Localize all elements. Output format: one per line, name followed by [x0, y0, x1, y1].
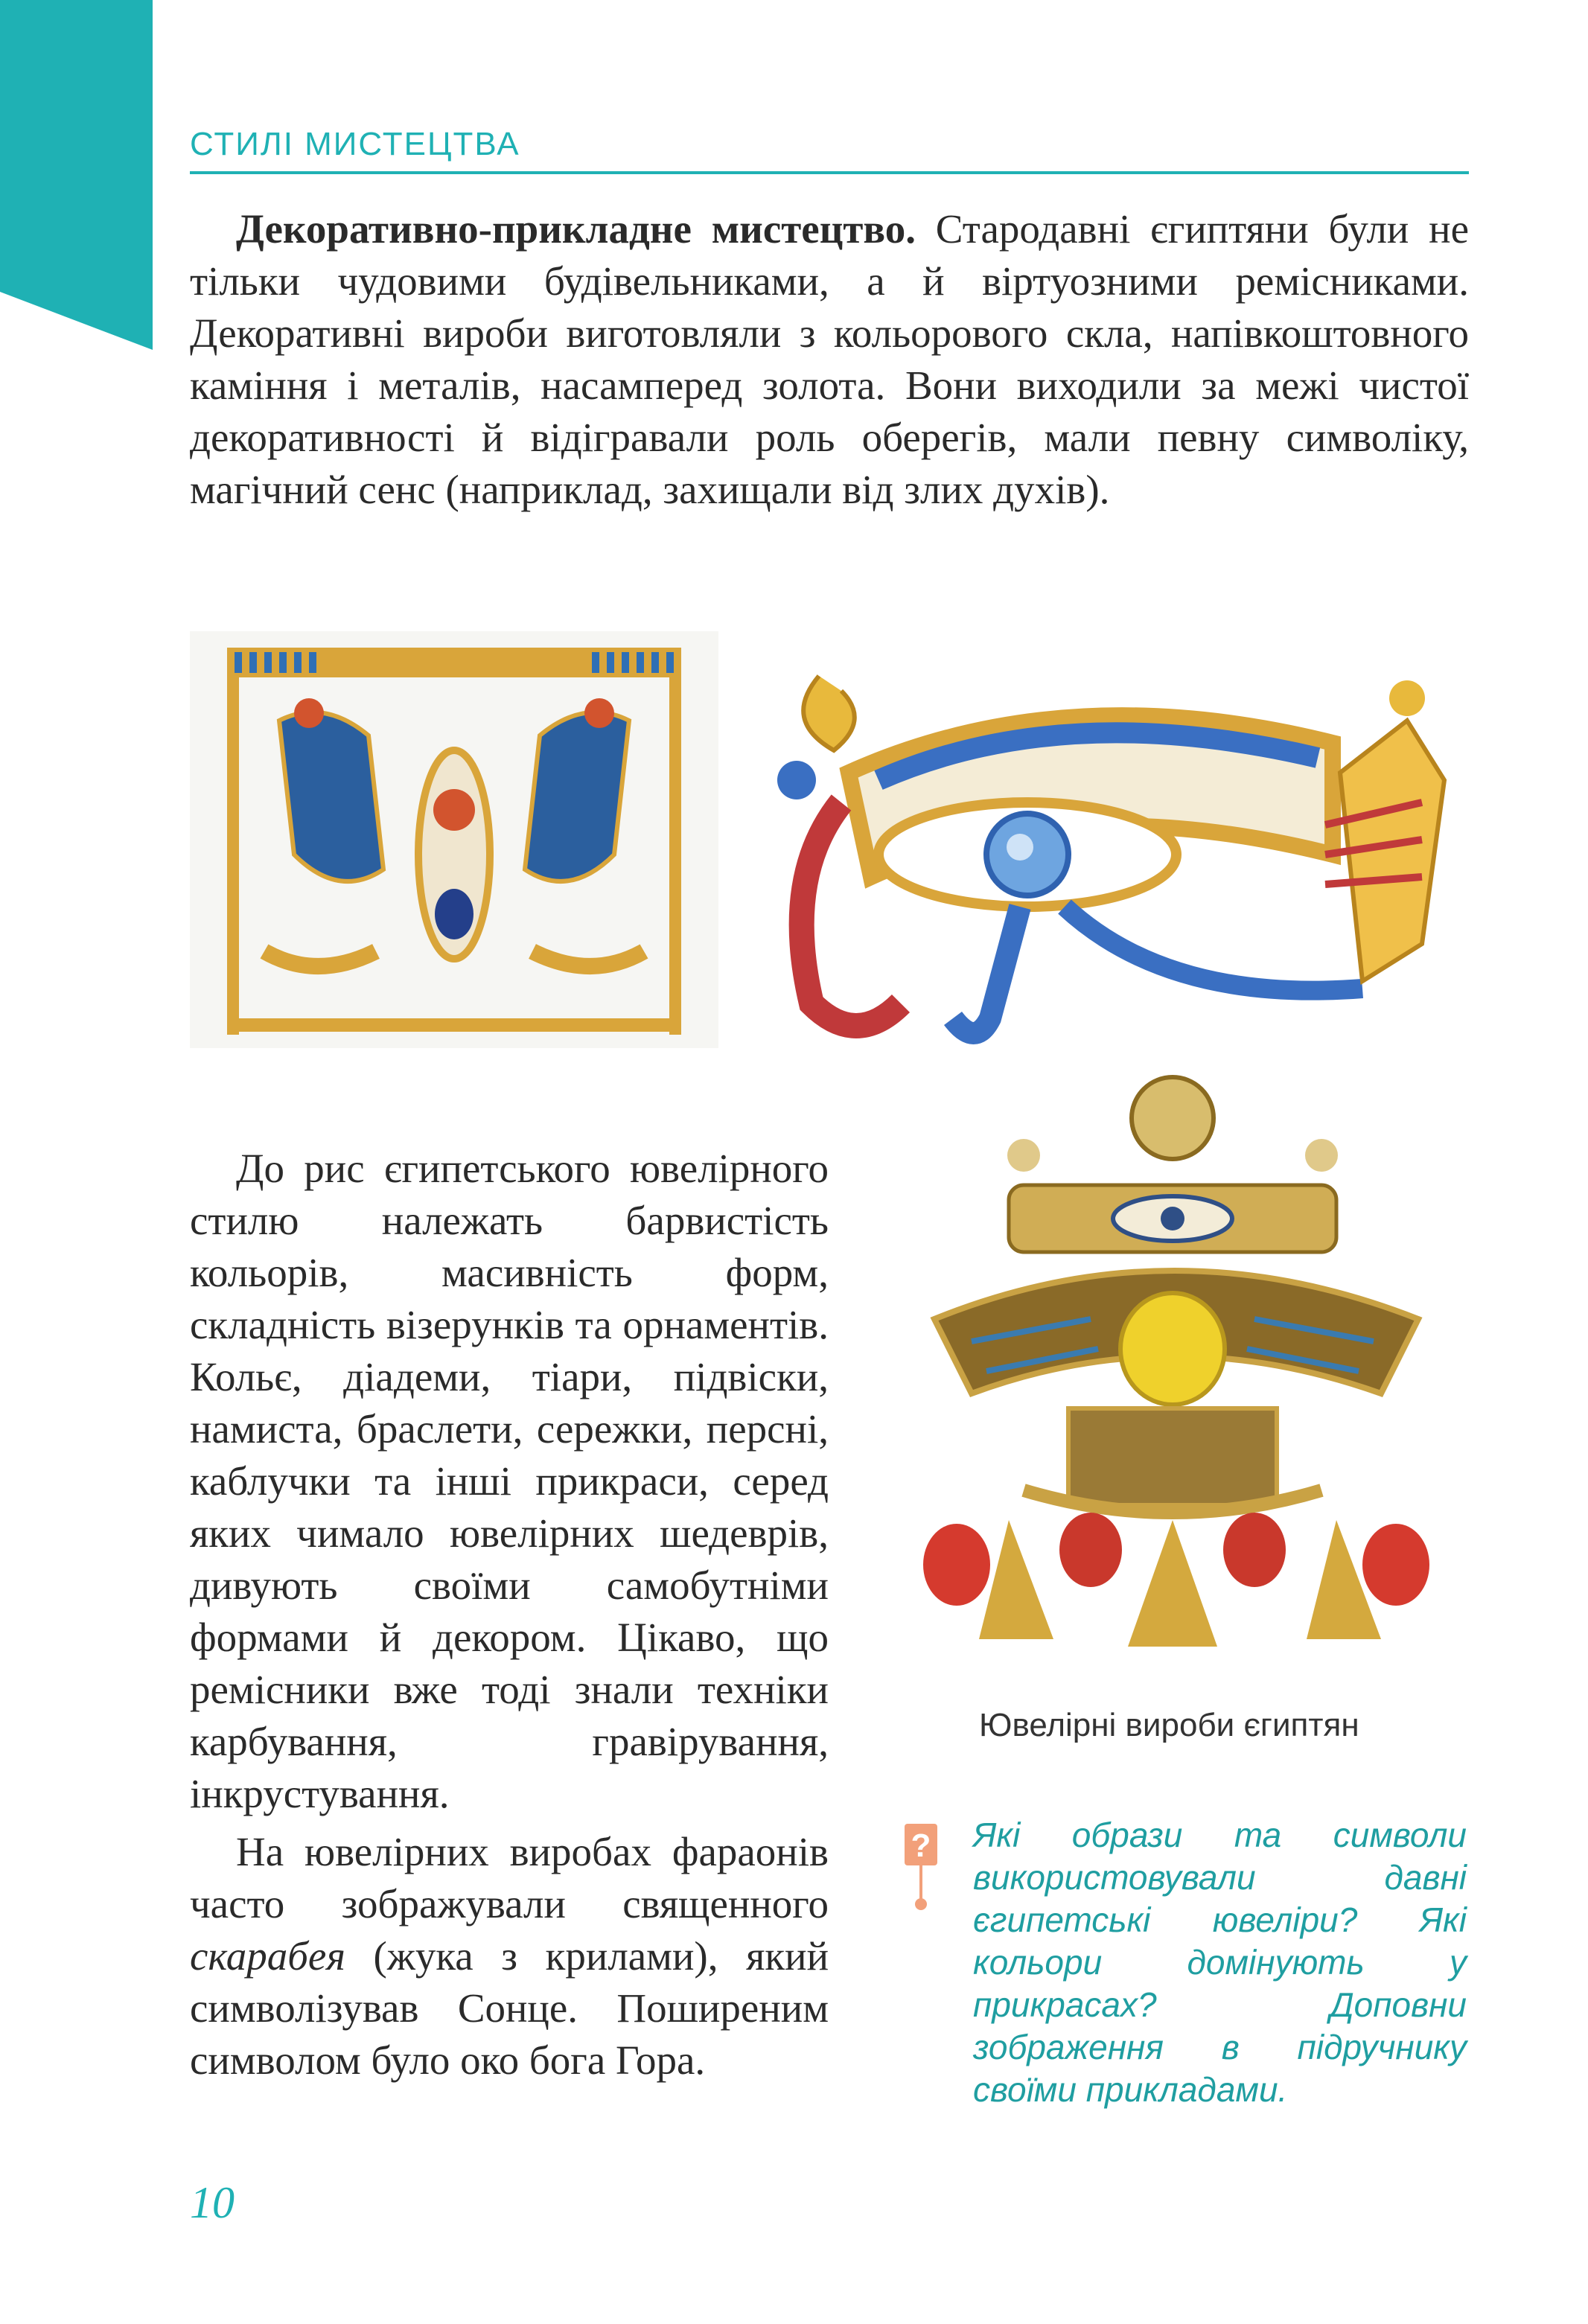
corner-tab-decoration: [0, 0, 156, 357]
jewelry-style-paragraph: До рис єгипетського ювелірного стилю належать барвистість кольорів, масивність форм, складність візерунків та орнаментів. Кольє, діадеми, тіари, підвіски, намиста, браслети, сережки, персні, каблучки та інші прикраси, серед яких чимало ювелірних шедеврів, дивують своїми самобутніми формами й декором. Цікаво, що ремісники вже тоді знали техніки карбування, гравірування, інкрустування.: [190, 1146, 829, 1816]
scarab-term: скарабея: [190, 1933, 345, 1979]
intro-paragraph: [190, 203, 1469, 516]
intro-paragraph-text: Стародавні єгиптяни були не тільки чудовими будівельниками, а й віртуозними ремісниками. Декоративні вироби виготовляли з кольорового скла, напівкоштовного каміння і металів, насамперед золота. Вони виходили за межі чистої декоративності й відігравали роль оберегів, мали певну символіку, магічний сенс (наприклад, захищали від злих духів).: [190, 206, 1469, 512]
section-header: СТИЛІ МИСТЕЦТВА: [190, 125, 1469, 174]
scarab-paragraph: [190, 1826, 829, 2087]
pectoral-falcons-image: [190, 631, 718, 1048]
image-caption: Ювелірні вироби єгиптян: [979, 1707, 1359, 1743]
page-number: 10: [190, 2178, 235, 2227]
review-question: Які образи та символи використовували давні єгипетські ювеліри? Які кольори домінують у прикрасах? Доповни зображення в підручнику своїми прикладами.: [973, 1816, 1467, 2109]
question-mark-icon: [905, 1824, 937, 1912]
scarab-pectoral-image: [905, 1073, 1468, 1660]
eye-of-horus-image: [752, 631, 1469, 1048]
scarab-paragraph-text-before: На ювелірних виробах фараонів часто зображували священного: [190, 1829, 829, 1926]
paragraph-heading: Декоративно-прикладне мистецтво.: [236, 206, 916, 252]
question-mark-glyph: ?: [911, 1827, 931, 1864]
scarab-paragraph-text-after: (жука з крилами), який символізував Сонце. Поширеним символом було око бога Гора.: [190, 1933, 829, 2083]
